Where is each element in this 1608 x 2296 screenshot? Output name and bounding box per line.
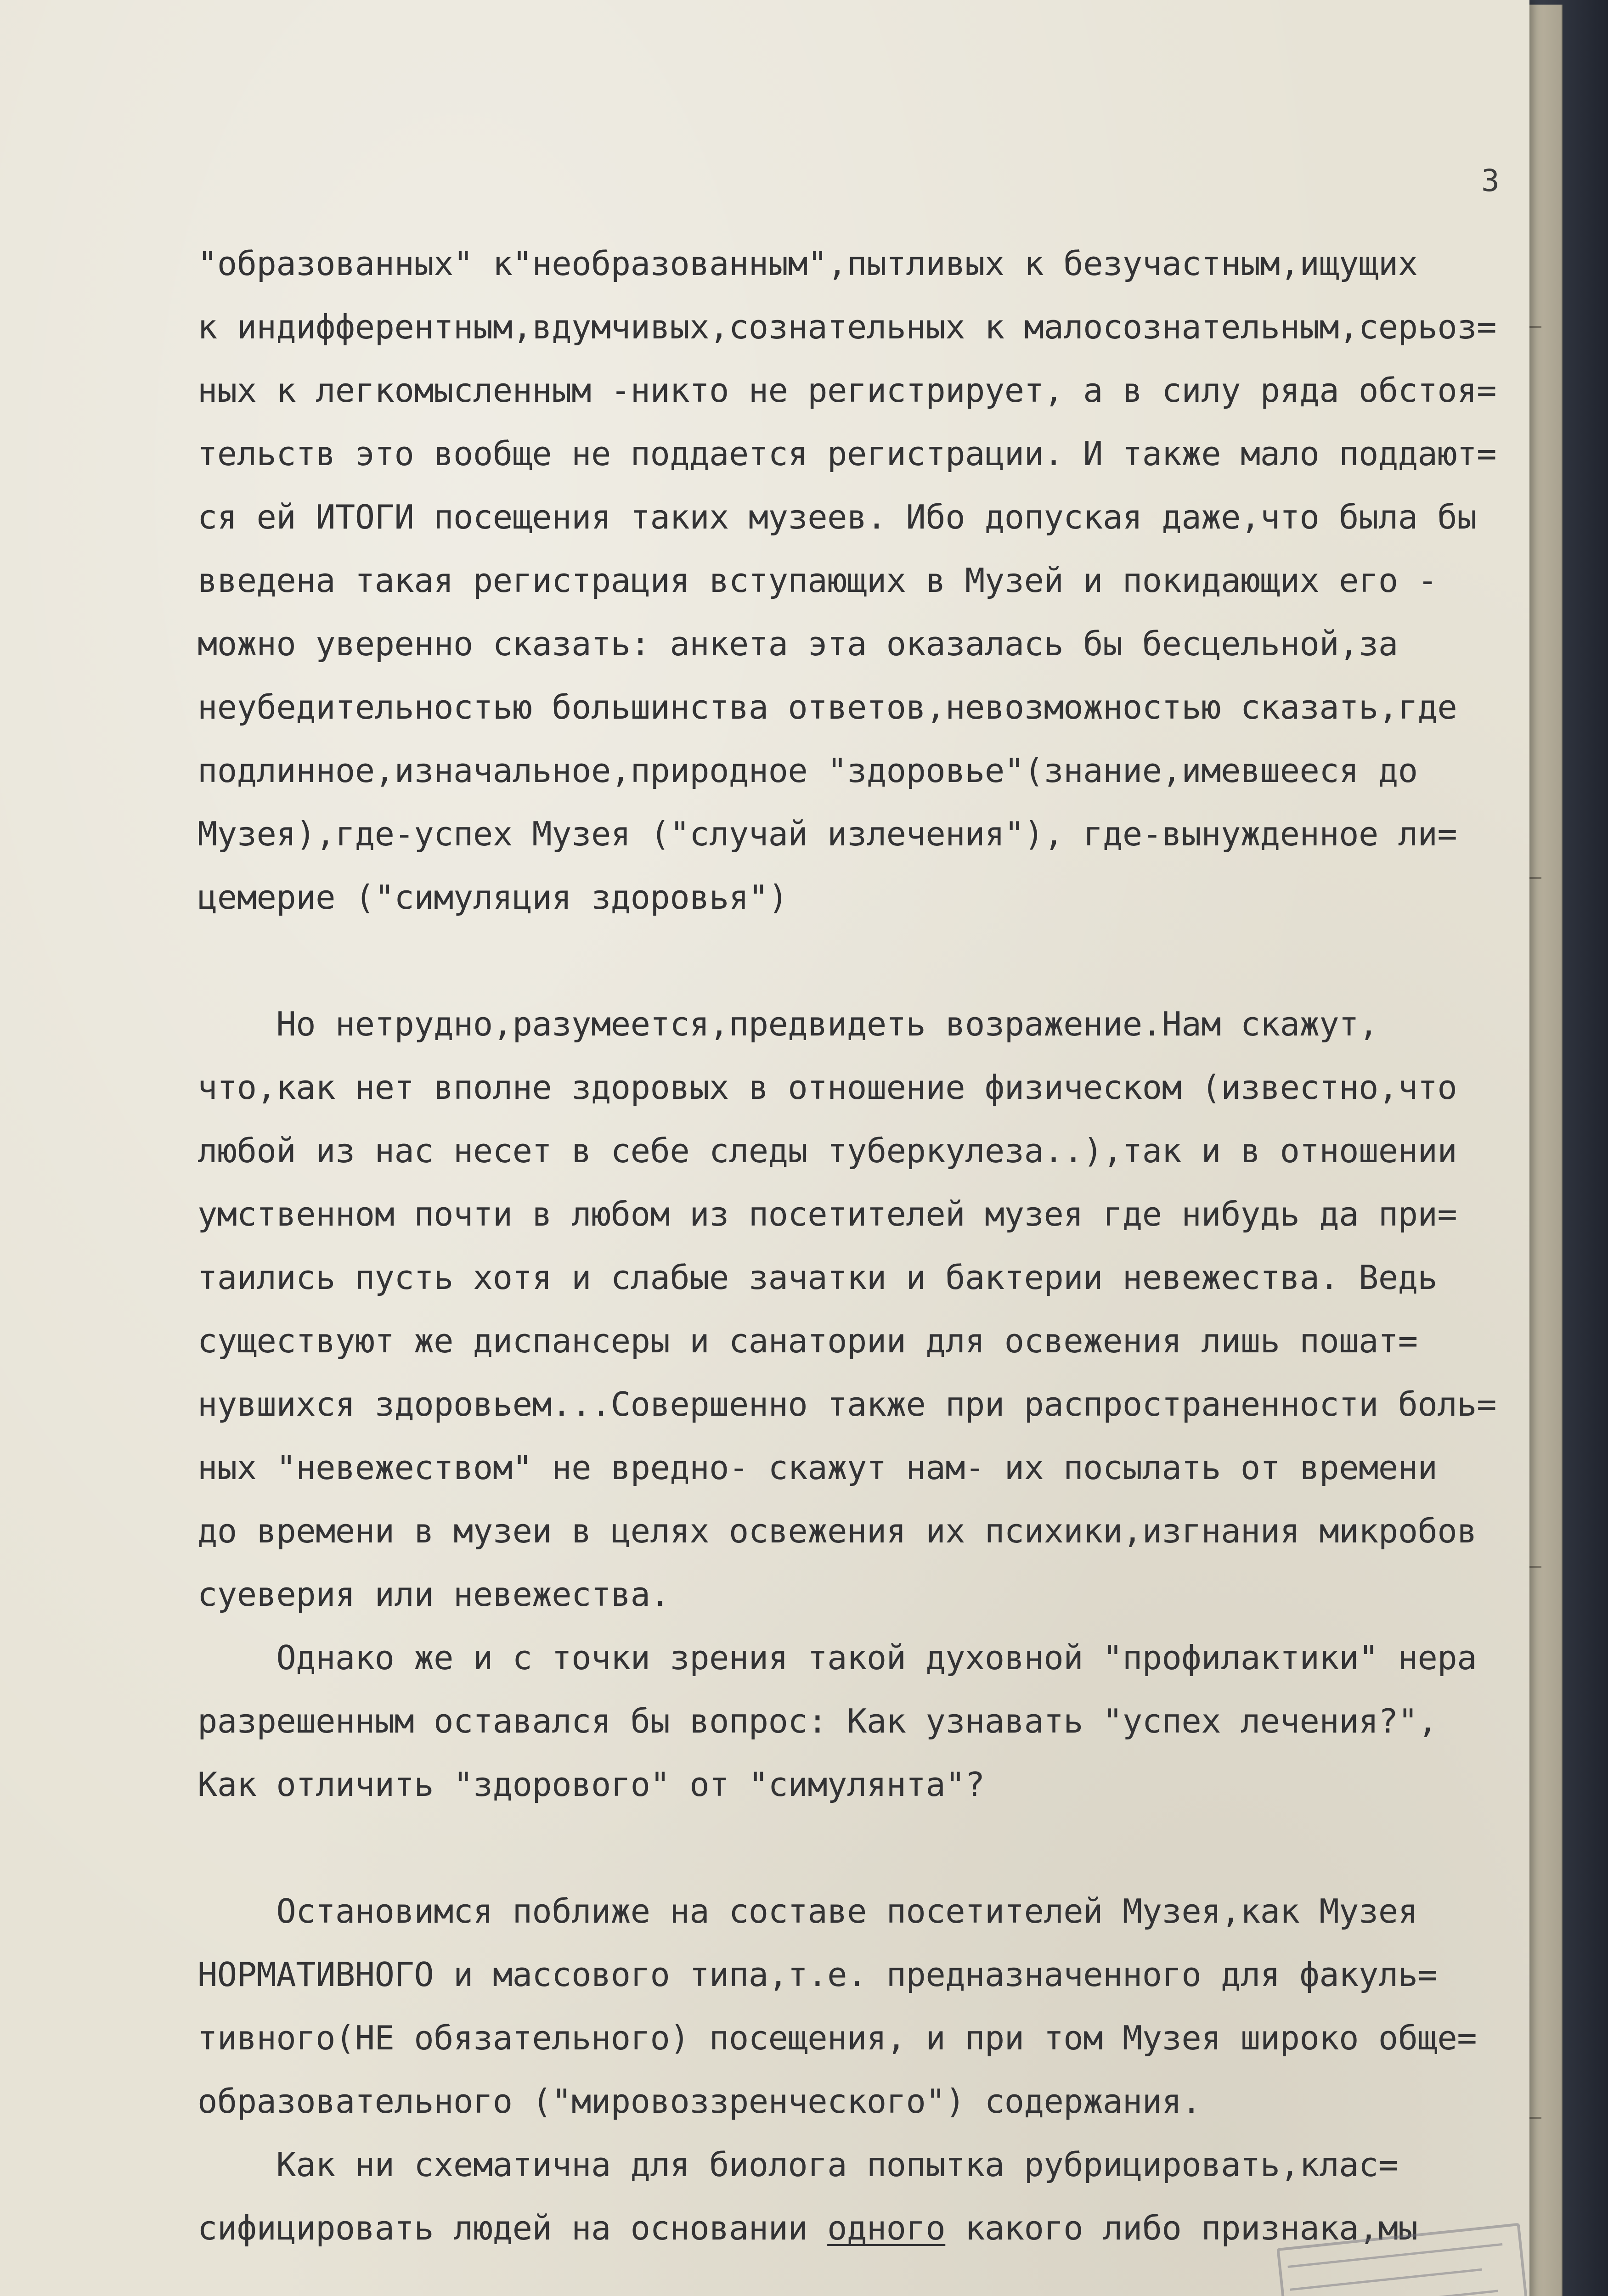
text-line: Как отличить "здорового" от "симулянта"? — [197, 1765, 985, 1804]
paragraph-gap — [197, 929, 1529, 992]
text-segment: какого либо признака,мы — [945, 2209, 1418, 2247]
text-line: Остановимся поближе на составе посетителей Музея,как Музея — [197, 1892, 1418, 1930]
text-line: можно уверенно сказать: анкета эта оказалась бы бесцельной,за — [197, 625, 1398, 663]
underlined-word: одного — [827, 2209, 946, 2247]
text-line: Музея),где-успех Музея ("случай излечения"), где-вынужденное ли= — [197, 815, 1457, 853]
text-line: разрешенным оставался бы вопрос: Как узнавать "успех лечения?", — [197, 1702, 1438, 1740]
text-line: образовательного ("мировоззренческого") содержания. — [197, 2082, 1202, 2121]
text-line: к индифферентным,вдумчивых,сознательных к малосознательным,серьоз= — [197, 308, 1496, 346]
page-number: 3 — [1481, 163, 1500, 198]
typewritten-text — [197, 232, 1529, 2260]
text-line: любой из нас несет в себе следы туберкулеза..),так и в отношении — [197, 1131, 1457, 1170]
text-line: Но нетрудно,разумеется,предвидеть возражение.Нам скажут, — [197, 1005, 1378, 1043]
text-line: нувшихся здоровьем...Совершенно также при распространенности боль= — [197, 1385, 1496, 1424]
text-segment: сифицировать людей на основании — [197, 2209, 828, 2247]
text-line: цемерие ("симуляция здоровья") — [197, 878, 788, 917]
text-line: суеверия или невежества. — [197, 1575, 670, 1614]
text-line: тельств это вообще не поддается регистрации. И также мало поддают= — [197, 434, 1496, 473]
text-line: "образованных" к"необразованным",пытливых к безучастным,ищущих — [197, 244, 1418, 283]
text-line: ся ей ИТОГИ посещения таких музеев. Ибо допуская даже,что была бы — [197, 498, 1477, 536]
text-line: существуют же диспансеры и санатории для освежения лишь пошат= — [197, 1322, 1418, 1360]
text-line: Однако же и с точки зрения такой духовной "профилактики" нера — [197, 1638, 1477, 1677]
text-line: неубедительностью большинства ответов,невозможностью сказать,где — [197, 688, 1457, 726]
text-line: тивного(НЕ обязательного) посещения, и при том Музея широко обще= — [197, 2019, 1477, 2057]
text-line: умственном почти в любом из посетителей музея где нибудь да при= — [197, 1195, 1457, 1233]
text-line: ных "невежеством" не вредно- скажут нам- их посылать от времени — [197, 1448, 1438, 1487]
text-line: НОРМАТИВНОГО и массового типа,т.е. предназначенного для факуль= — [197, 1955, 1438, 1994]
text-line: Как ни схематична для биолога попытка рубрицировать,клас= — [197, 2145, 1398, 2184]
text-line: ных к легкомысленным -никто не регистрирует, а в силу ряда обстоя= — [197, 371, 1496, 410]
text-line: подлинное,изначальное,природное "здоровье"(знание,имевшееся до — [197, 751, 1418, 790]
paragraph-gap — [197, 1816, 1529, 1880]
text-line: введена такая регистрация вступающих в Музей и покидающих его - — [197, 561, 1438, 600]
text-line: до времени в музеи в целях освежения их психики,изгнания микробов — [197, 1512, 1477, 1550]
ink-scribble-icon — [1176, 2289, 1289, 2296]
text-line: что,как нет вполне здоровых в отношение физическом (известно,что — [197, 1068, 1457, 1107]
text-line: таились пусть хотя и слабые зачатки и бактерии невежества. Ведь — [197, 1258, 1438, 1297]
